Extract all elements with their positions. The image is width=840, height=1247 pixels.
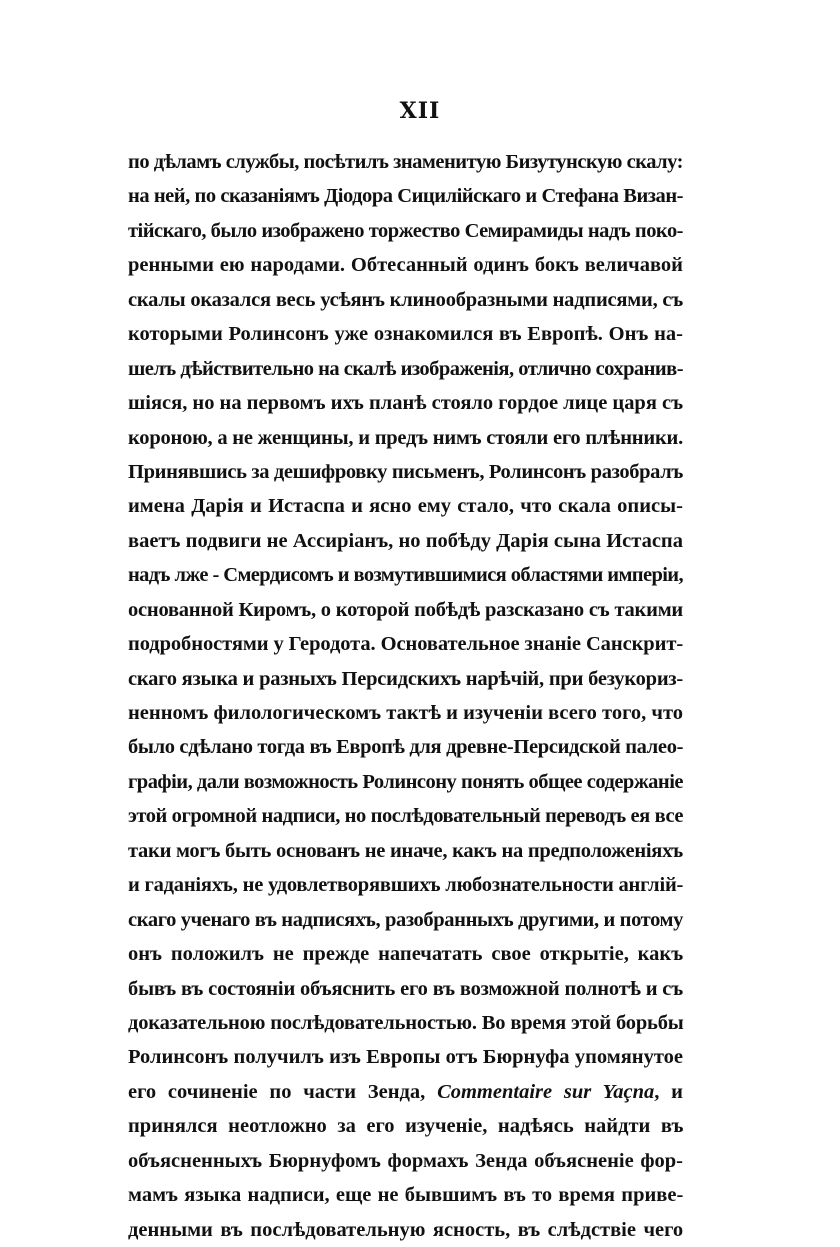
text-line: надъ лже - Смердисомъ и возмутившимися областями имперіи, xyxy=(128,564,683,587)
text-line: было сдѣлано тогда въ Европѣ для древне-Персидской палео- xyxy=(128,736,684,759)
text-line: подробностями у Геродота. Основательное знаніе Санскрит- xyxy=(128,633,684,656)
text-line: мамъ языка надписи, еще не бывшимъ въ то время приве- xyxy=(128,1184,684,1207)
text-line: тійскаго, было изображено торжество Семирамиды надъ поко- xyxy=(128,219,683,242)
text-line: принялся неотложно за его изученіе, надѣясь найдти въ xyxy=(128,1115,684,1138)
text-line: ненномъ филологическомъ тактѣ и изученіи всего того, что xyxy=(128,702,683,724)
text-line: и гаданіяхъ, не удовлетворявшихъ любознательности англій- xyxy=(128,874,684,897)
text-line: которыми Ролинсонъ уже ознакомился въ Европѣ. Онъ на- xyxy=(128,323,683,346)
text-line: скаго ученаго въ надписяхъ, разобранныхъ другими, и потому xyxy=(128,908,683,931)
text-line: скалы оказался весь усѣянъ клинообразными надписями, съ xyxy=(128,288,684,311)
text-line-with-italic xyxy=(128,1075,683,1109)
text-line: скаго языка и разныхъ Персидскихъ нарѣчій, при безукориз- xyxy=(128,667,683,690)
text-segment: его сочиненіе по части Зенда, xyxy=(128,1080,438,1103)
text-line: онъ положилъ не прежде напечатать свое открытіе, какъ xyxy=(128,943,684,966)
text-line: объясненныхъ Бюрнуфомъ формахъ Зенда объясненіе фор- xyxy=(128,1149,683,1172)
text-line: доказательною послѣдовательностью. Во время этой борьбы xyxy=(128,1011,684,1034)
text-line: по дѣламъ службы, посѣтилъ знаменитую Бизутунскую скалу: xyxy=(128,151,683,173)
text-line: бывъ въ состояніи объяснить его въ возможной полнотѣ и съ xyxy=(128,977,683,1000)
text-line: Принявшись за дешифровку письменъ, Ролинсонъ разобралъ xyxy=(128,460,683,483)
text-line: ренными ею народами. Обтесанный одинъ бокъ величавой xyxy=(128,254,683,277)
text-line: этой огромной надписи, но послѣдовательный переводъ ея все xyxy=(128,805,683,828)
text-line: на ней, по сказаніямъ Діодора Сицилійскаго и Стефана Визан- xyxy=(128,185,683,208)
text-line: короною, а не женщины, и предъ нимъ стояли его плѣнники. xyxy=(128,426,683,449)
body-text xyxy=(128,145,683,1247)
italic-book-title: Commentaire sur Yaçna xyxy=(437,1080,655,1103)
text-line: ваетъ подвиги не Ассиріанъ, но побѣду Дарія сына Истаспа xyxy=(128,529,683,552)
text-line: графіи, дали возможность Ролинсону понять общее содержаніе xyxy=(128,770,683,793)
text-segment: , и xyxy=(654,1080,683,1103)
text-line: имена Дарія и Истаспа и ясно ему стало, что скала описы- xyxy=(128,495,683,518)
text-line: денными въ послѣдовательную ясность, въ слѣдствіе чего xyxy=(128,1218,684,1241)
text-line: шіяся, но на первомъ ихъ планѣ стояло гордое лице царя съ xyxy=(128,392,684,415)
page-number: XII xyxy=(399,98,441,124)
text-line: таки могъ быть основанъ не иначе, какъ на предположеніяхъ xyxy=(128,839,683,862)
text-line: Ролинсонъ получилъ изъ Европы отъ Бюрнуфа упомянутое xyxy=(128,1046,684,1069)
text-line: основанной Киромъ, о которой побѣдѣ разсказано съ такими xyxy=(128,598,683,621)
text-line: шелъ дѣйствительно на скалѣ изображенія, отлично сохранив- xyxy=(128,357,683,380)
